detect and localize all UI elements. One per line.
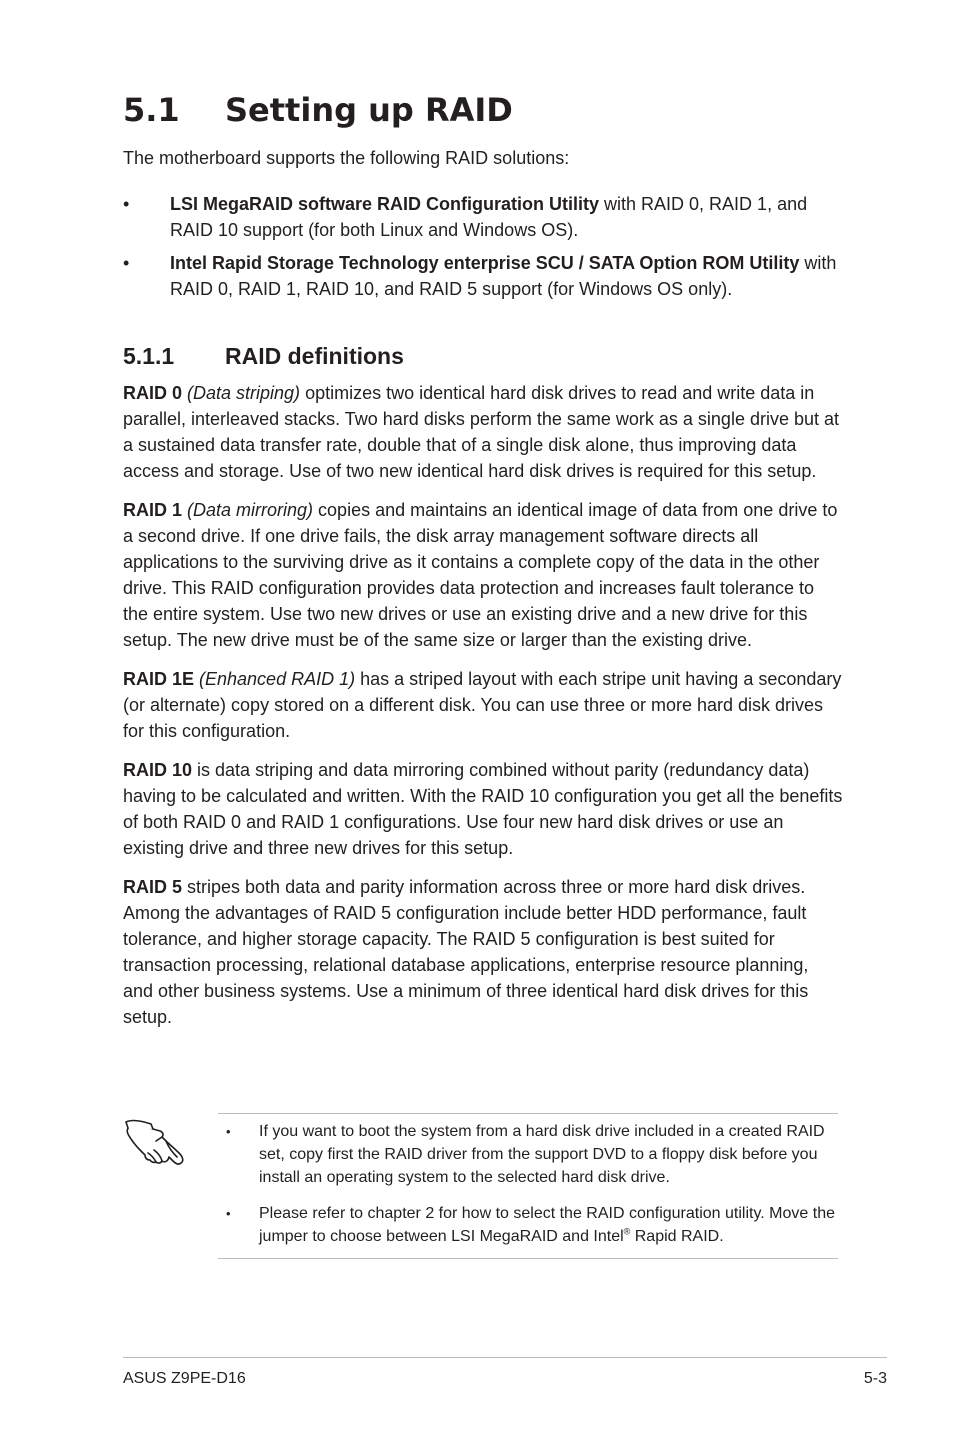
subsection-number: 5.1.1 [123, 343, 175, 369]
definition-term: RAID 10 [123, 760, 193, 780]
definition-alias: (Data mirroring) [182, 500, 314, 520]
bullet-marker: • [226, 1124, 231, 1139]
definition-text: optimizes two identical hard disk drives to read and write data in parallel, interleaved stacks. Two hard disks perform the same work as a single drive but at a sustained data transfer rate, double that of a single disk alone, thus improving data access and storage. Use of two new identical hard disk drives is required for this setup. [123, 383, 840, 481]
definition-text: has a striped layout with each stripe unit having a secondary (or alternate) copy stored on a different disk. You can use three or more hard disk drives for this configuration. [123, 669, 842, 741]
bullet-marker: • [123, 194, 130, 214]
subsection-heading [123, 340, 404, 372]
note-text-end: Rapid RAID. [630, 1228, 724, 1245]
footer-rule [123, 1357, 887, 1358]
intro-paragraph: The motherboard supports the following RAID solutions: [123, 148, 570, 168]
definition-paragraph [123, 380, 843, 484]
note-list [226, 1120, 841, 1261]
definition-alias: (Data striping) [182, 383, 301, 403]
definition-term: RAID 5 [123, 877, 183, 897]
pointing-hand-icon [122, 1110, 188, 1170]
note-bottom-rule [218, 1258, 838, 1259]
note-item [226, 1202, 841, 1248]
list-item [123, 250, 843, 302]
note-text: Please refer to chapter 2 for how to select the RAID configuration utility. Move the jumper to choose between LSI MegaRAID and Intel [259, 1205, 835, 1245]
bullet-marker: • [123, 253, 130, 273]
note-text: If you want to boot the system from a hard disk drive included in a created RAID set, copy first the RAID driver from the support DVD to a floppy disk before you install an operating system to the selected hard disk drive. [259, 1123, 825, 1186]
solution-name: LSI MegaRAID software RAID Configuration Utility [170, 194, 600, 214]
footer-product-name: ASUS Z9PE-D16 [123, 1370, 246, 1387]
definition-text: copies and maintains an identical image of data from one drive to a second drive. If one drive fails, the disk array management software directs all applications to the surviving drive as it contains a complete copy of the data in the other drive. This RAID configuration provides data protection and increases fault tolerance to the entire system. Use two new drives or use an existing drive and a new drive for this setup. The new drive must be of the same size or larger than the existing drive. [123, 500, 838, 650]
definition-paragraph [123, 757, 843, 861]
definition-term: RAID 1E [123, 669, 195, 689]
section-title: Setting up RAID [225, 91, 513, 129]
subsection-title: RAID definitions [225, 343, 404, 369]
raid-solutions-list [123, 191, 843, 309]
solution-name: Intel Rapid Storage Technology enterprise SCU / SATA Option ROM Utility [170, 253, 800, 273]
section-heading [123, 88, 513, 132]
solution-description: with RAID 0, RAID 1, and RAID 10 support (for both Linux and Windows OS). [170, 194, 808, 240]
list-item [123, 191, 843, 243]
footer-page-number: 5-3 [863, 1370, 887, 1387]
definition-text: is data striping and data mirroring combined without parity (redundancy data) having to be calculated and written. With the RAID 10 configuration you get all the benefits of both RAID 0 and RAID 1 configurations. Use four new hard disk drives or use an existing drive and three new drives for this setup. [123, 760, 843, 858]
definition-text: stripes both data and parity information across three or more hard disk drives. Among the advantages of RAID 5 configuration include better HDD performance, fault tolerance, and higher storage capacity. The RAID 5 configuration is best suited for transaction processing, relational database applications, enterprise resource planning, and other business systems. Use a minimum of three identical hard disk drives for this setup. [123, 877, 809, 1027]
definition-paragraph [123, 497, 843, 653]
definition-term: RAID 1 [123, 500, 183, 520]
definition-alias: (Enhanced RAID 1) [194, 669, 356, 689]
raid-definitions [123, 380, 843, 1043]
note-item [226, 1120, 841, 1189]
definition-paragraph [123, 666, 843, 744]
note-top-rule [218, 1113, 838, 1114]
definition-term: RAID 0 [123, 383, 183, 403]
solution-description: with RAID 0, RAID 1, RAID 10, and RAID 5 support (for Windows OS only). [170, 253, 837, 299]
bullet-marker: • [226, 1206, 231, 1221]
definition-paragraph [123, 874, 843, 1030]
section-number: 5.1 [123, 91, 180, 129]
registered-mark: ® [623, 1226, 631, 1237]
